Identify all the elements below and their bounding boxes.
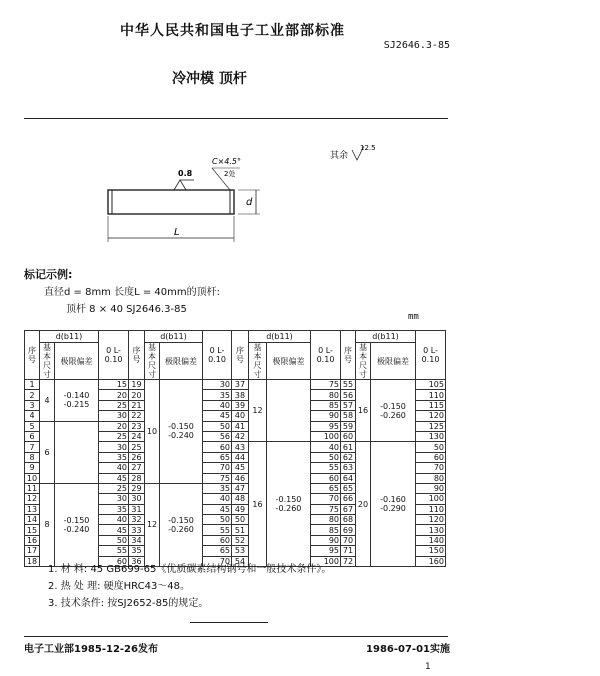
header-base-size: 基本尺寸 xyxy=(145,343,160,380)
seq-cell: 34 xyxy=(129,535,145,545)
header-length: 0 L-0.10 xyxy=(311,331,341,380)
deviation-cell: -0.140 -0.215 xyxy=(55,380,99,422)
note-1: 1. 材 料: 45 GB699-65《优质碳素结构钢号和一般技术条件》。 xyxy=(48,564,332,575)
seq-cell: 1 xyxy=(25,380,40,390)
length-cell: 30 xyxy=(203,380,232,390)
effective-date: 1986-07-01实施 xyxy=(366,644,450,655)
note-2: 2. 热 处 理: 硬度HRC43～48。 xyxy=(48,581,191,592)
roughness-symbol xyxy=(174,180,186,190)
length-cell: 75 xyxy=(203,473,232,483)
length-cell: 25 xyxy=(99,400,129,410)
length-cell: 35 xyxy=(203,483,232,493)
header-seq: 序号 xyxy=(129,331,145,380)
seq-cell: 3 xyxy=(25,400,40,410)
seq-cell: 45 xyxy=(232,463,249,473)
top-divider xyxy=(24,118,448,119)
seq-cell: 16 xyxy=(25,535,40,545)
length-cell: 140 xyxy=(416,535,446,545)
seq-cell: 65 xyxy=(341,483,356,493)
seq-cell: 21 xyxy=(129,400,145,410)
seq-cell: 64 xyxy=(341,473,356,483)
example-title: 标记示例: xyxy=(24,268,73,281)
length-cell: 65 xyxy=(203,546,232,556)
seq-cell: 38 xyxy=(232,390,249,400)
seq-cell: 23 xyxy=(129,421,145,431)
seq-cell: 18 xyxy=(25,556,40,566)
length-cell: 45 xyxy=(99,473,129,483)
length-cell: 120 xyxy=(416,515,446,525)
remainder-roughness-value: 12.5 xyxy=(360,144,376,152)
length-cell: 25 xyxy=(99,431,129,441)
length-cell: 100 xyxy=(416,494,446,504)
seq-cell: 13 xyxy=(25,504,40,514)
length-cell: 45 xyxy=(203,504,232,514)
length-cell: 125 xyxy=(416,421,446,431)
deviation-cell: -0.150 -0.260 xyxy=(160,483,203,566)
base-size-cell: 10 xyxy=(145,380,160,484)
base-size-cell: 12 xyxy=(249,380,267,442)
length-cell: 70 xyxy=(416,463,446,473)
deviation-cell: -0.150 -0.260 xyxy=(267,442,311,567)
length-cell: 70 xyxy=(203,556,232,566)
seq-cell: 12 xyxy=(25,494,40,504)
table-row xyxy=(25,380,446,390)
length-cell: 15 xyxy=(99,380,129,390)
seq-cell: 39 xyxy=(232,400,249,410)
issued-date: 电子工业部1985-12-26发布 xyxy=(24,644,158,655)
org-title: 中华人民共和国电子工业部部标准 xyxy=(120,23,345,39)
length-cell: 160 xyxy=(416,556,446,566)
length-cell: 100 xyxy=(311,556,341,566)
seq-cell: 56 xyxy=(341,390,356,400)
seq-cell: 35 xyxy=(129,546,145,556)
page-number: 1 xyxy=(425,662,431,672)
length-cell: 60 xyxy=(416,452,446,462)
length-cell: 50 xyxy=(203,515,232,525)
length-cell: 115 xyxy=(416,400,446,410)
length-cell: 80 xyxy=(311,515,341,525)
deviation-cell: -0.150 -0.260 xyxy=(371,380,416,442)
seq-cell: 48 xyxy=(232,494,249,504)
length-cell: 40 xyxy=(99,463,129,473)
seq-cell: 30 xyxy=(129,494,145,504)
length-cell: 30 xyxy=(99,411,129,421)
seq-cell: 60 xyxy=(341,431,356,441)
header-seq: 序号 xyxy=(25,331,40,380)
seq-cell: 19 xyxy=(129,380,145,390)
seq-cell: 7 xyxy=(25,442,40,452)
length-cell: 50 xyxy=(99,535,129,545)
seq-cell: 29 xyxy=(129,483,145,493)
seq-cell: 59 xyxy=(341,421,356,431)
length-cell: 35 xyxy=(203,390,232,400)
length-cell: 50 xyxy=(416,442,446,452)
length-cell: 90 xyxy=(416,483,446,493)
seq-cell: 41 xyxy=(232,421,249,431)
header-deviation: 极限偏差 xyxy=(267,343,311,380)
seq-cell: 55 xyxy=(341,380,356,390)
length-cell: 75 xyxy=(311,504,341,514)
base-size-cell: 20 xyxy=(356,442,371,567)
seq-cell: 69 xyxy=(341,525,356,535)
seq-cell: 8 xyxy=(25,452,40,462)
seq-cell: 11 xyxy=(25,483,40,493)
seq-cell: 36 xyxy=(129,556,145,566)
header-d: d(b11) xyxy=(145,331,203,343)
chamfer-count: 2处 xyxy=(224,170,236,178)
length-cell: 95 xyxy=(311,546,341,556)
header-deviation: 极限偏差 xyxy=(160,343,203,380)
seq-cell: 20 xyxy=(129,390,145,400)
length-cell: 60 xyxy=(203,442,232,452)
length-cell: 65 xyxy=(203,452,232,462)
header-d: d(b11) xyxy=(356,331,416,343)
length-cell: 30 xyxy=(99,442,129,452)
standard-code: SJ2646.3-85 xyxy=(383,40,450,51)
seq-cell: 70 xyxy=(341,535,356,545)
length-cell: 30 xyxy=(99,494,129,504)
header-d: d(b11) xyxy=(40,331,99,343)
seq-cell: 66 xyxy=(341,494,356,504)
note-3: 3. 技术条件: 按SJ2652-85的规定。 xyxy=(48,598,209,609)
length-cell: 45 xyxy=(99,525,129,535)
seq-cell: 62 xyxy=(341,452,356,462)
length-cell: 90 xyxy=(311,411,341,421)
seq-cell: 43 xyxy=(232,442,249,452)
ejector-pin-drawing xyxy=(90,138,450,258)
length-cell: 65 xyxy=(311,483,341,493)
base-size-cell: 8 xyxy=(40,483,55,566)
seq-cell: 4 xyxy=(25,411,40,421)
notes-end-rule xyxy=(190,622,268,623)
length-cell: 95 xyxy=(311,421,341,431)
seq-cell: 2 xyxy=(25,390,40,400)
base-size-cell: 12 xyxy=(145,483,160,566)
length-cell: 60 xyxy=(311,473,341,483)
example-line-1: 直径d = 8mm 长度L = 40mm的顶杆: xyxy=(44,287,220,298)
seq-cell: 33 xyxy=(129,525,145,535)
deviation-cell: -0.160 -0.290 xyxy=(371,442,416,567)
seq-cell: 54 xyxy=(232,556,249,566)
length-cell: 130 xyxy=(416,525,446,535)
length-cell: 110 xyxy=(416,504,446,514)
pin-body-outline xyxy=(108,190,234,214)
remainder-label: 其余 xyxy=(330,151,349,161)
length-cell: 40 xyxy=(99,515,129,525)
seq-cell: 9 xyxy=(25,463,40,473)
seq-cell: 40 xyxy=(232,411,249,421)
seq-cell: 28 xyxy=(129,473,145,483)
seq-cell: 31 xyxy=(129,504,145,514)
example-line-2: 顶杆 8 × 40 SJ2646.3-85 xyxy=(66,304,187,315)
seq-cell: 46 xyxy=(232,473,249,483)
length-cell: 90 xyxy=(311,535,341,545)
length-cell: 80 xyxy=(416,473,446,483)
seq-cell: 71 xyxy=(341,546,356,556)
header-length: 0 L-0.10 xyxy=(416,331,446,380)
seq-cell: 6 xyxy=(25,431,40,441)
seq-cell: 5 xyxy=(25,421,40,431)
deviation-cell: -0.150 -0.240 xyxy=(55,483,99,566)
seq-cell: 44 xyxy=(232,452,249,462)
diameter-label: d xyxy=(246,197,253,208)
footer-divider xyxy=(24,636,448,637)
seq-cell: 27 xyxy=(129,463,145,473)
seq-cell: 26 xyxy=(129,452,145,462)
chamfer-label: C×4.5° xyxy=(212,157,242,166)
seq-cell: 52 xyxy=(232,535,249,545)
roughness-value: 0.8 xyxy=(178,169,193,178)
seq-cell: 50 xyxy=(232,515,249,525)
seq-cell: 63 xyxy=(341,463,356,473)
header-seq: 序号 xyxy=(341,331,356,380)
seq-cell: 22 xyxy=(129,411,145,421)
length-cell: 85 xyxy=(311,525,341,535)
length-cell: 40 xyxy=(203,400,232,410)
seq-cell: 53 xyxy=(232,546,249,556)
base-size-cell: 16 xyxy=(249,442,267,567)
header-length: 0 L-0.10 xyxy=(203,331,232,380)
length-cell: 130 xyxy=(416,431,446,441)
seq-cell: 24 xyxy=(129,431,145,441)
length-cell: 85 xyxy=(311,400,341,410)
header-base-size: 基本尺寸 xyxy=(356,343,371,380)
header-deviation: 极限偏差 xyxy=(371,343,416,380)
length-cell: 35 xyxy=(99,504,129,514)
unit-label: mm xyxy=(408,312,419,322)
seq-cell: 51 xyxy=(232,525,249,535)
length-cell: 60 xyxy=(99,556,129,566)
header-length: 0 L-0.10 xyxy=(99,331,129,380)
seq-cell: 32 xyxy=(129,515,145,525)
length-cell: 40 xyxy=(203,494,232,504)
seq-cell: 72 xyxy=(341,556,356,566)
length-cell: 150 xyxy=(416,546,446,556)
seq-cell: 67 xyxy=(341,504,356,514)
seq-cell: 15 xyxy=(25,525,40,535)
spec-table xyxy=(24,330,446,567)
length-cell: 45 xyxy=(203,411,232,421)
seq-cell: 14 xyxy=(25,515,40,525)
seq-cell: 10 xyxy=(25,473,40,483)
length-cell: 50 xyxy=(203,421,232,431)
base-size-cell: 6 xyxy=(40,421,55,483)
document-title: 冷冲模 顶杆 xyxy=(172,71,247,87)
length-cell: 70 xyxy=(311,494,341,504)
length-cell: 60 xyxy=(203,535,232,545)
length-cell: 35 xyxy=(99,452,129,462)
seq-cell: 61 xyxy=(341,442,356,452)
length-cell: 55 xyxy=(311,463,341,473)
length-cell: 56 xyxy=(203,431,232,441)
header-seq: 序号 xyxy=(232,331,249,380)
base-size-cell: 16 xyxy=(356,380,371,442)
length-cell: 75 xyxy=(311,380,341,390)
length-cell: 55 xyxy=(203,525,232,535)
seq-cell: 58 xyxy=(341,411,356,421)
seq-cell: 37 xyxy=(232,380,249,390)
length-cell: 25 xyxy=(99,483,129,493)
header-base-size: 基本尺寸 xyxy=(249,343,267,380)
length-cell: 110 xyxy=(416,390,446,400)
seq-cell: 42 xyxy=(232,431,249,441)
seq-cell: 17 xyxy=(25,546,40,556)
seq-cell: 47 xyxy=(232,483,249,493)
length-cell: 100 xyxy=(311,431,341,441)
length-cell: 55 xyxy=(99,546,129,556)
deviation-cell xyxy=(55,421,99,483)
deviation-cell xyxy=(267,380,311,442)
length-cell: 50 xyxy=(311,452,341,462)
length-cell: 70 xyxy=(203,463,232,473)
base-size-cell: 4 xyxy=(40,380,55,422)
length-cell: 105 xyxy=(416,380,446,390)
length-label: L xyxy=(174,227,180,238)
header-deviation: 极限偏差 xyxy=(55,343,99,380)
length-cell: 20 xyxy=(99,390,129,400)
seq-cell: 57 xyxy=(341,400,356,410)
seq-cell: 68 xyxy=(341,515,356,525)
seq-cell: 49 xyxy=(232,504,249,514)
length-cell: 20 xyxy=(99,421,129,431)
header-d: d(b11) xyxy=(249,331,311,343)
header-base-size: 基本尺寸 xyxy=(40,343,55,380)
length-cell: 40 xyxy=(311,442,341,452)
length-cell: 80 xyxy=(311,390,341,400)
seq-cell: 25 xyxy=(129,442,145,452)
length-cell: 120 xyxy=(416,411,446,421)
deviation-cell: -0.150 -0.240 xyxy=(160,380,203,484)
